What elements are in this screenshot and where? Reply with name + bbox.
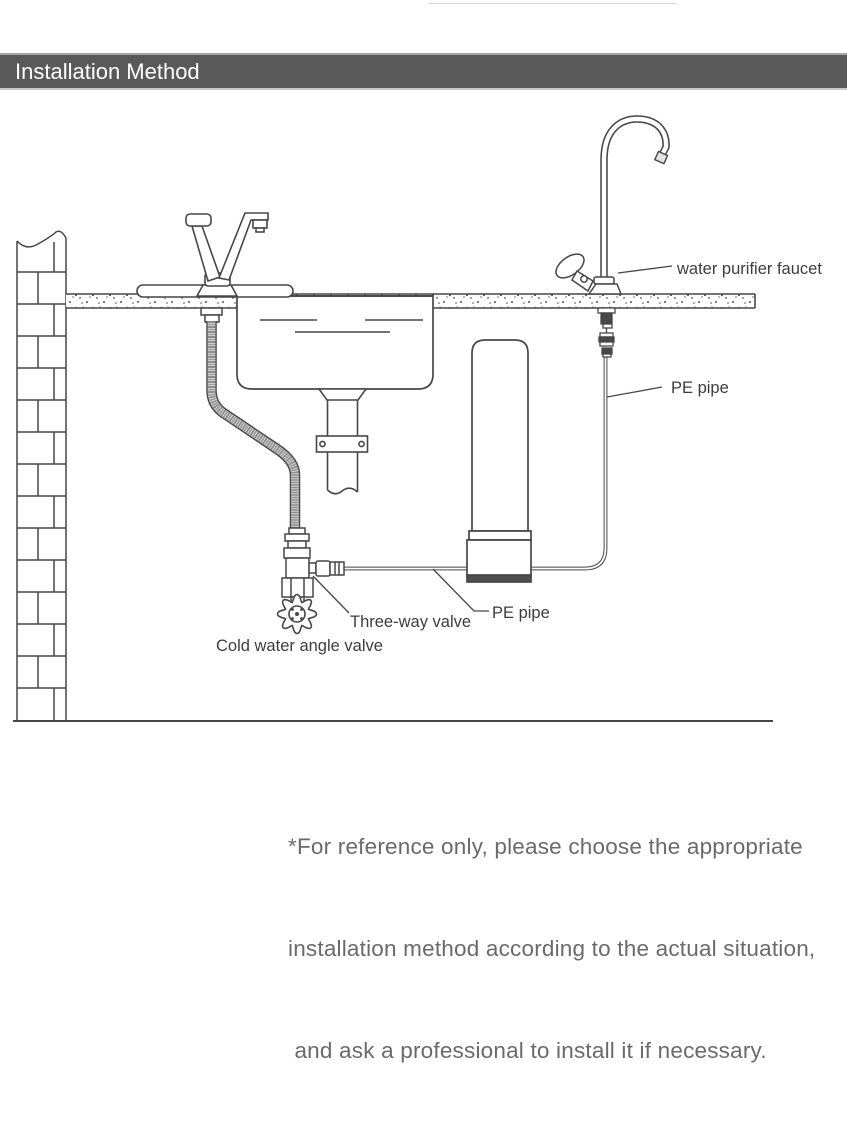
purifier-faucet-fittings: [598, 308, 615, 357]
filter-cylinder: [472, 340, 528, 531]
faucet-handle-stem: [192, 226, 220, 281]
label-cold-water-angle-valve: Cold water angle valve: [216, 637, 383, 655]
label-pe-pipe-lower: PE pipe: [492, 604, 550, 622]
purifier-faucet-base: [589, 284, 621, 294]
brick-wall: [17, 231, 66, 722]
leader-pe-pipe-upper: [607, 387, 662, 397]
sink-drain: [317, 389, 368, 494]
sink-basin: [237, 296, 433, 389]
section-title: Installation Method: [15, 59, 200, 84]
hose-shank-nut: [201, 308, 222, 322]
leader-three-way-valve: [313, 576, 349, 613]
leader-water-purifier-faucet: [618, 266, 672, 273]
note-line-3: and ask a professional to install it if necessary.: [288, 1038, 767, 1063]
brick-courses: [17, 242, 66, 722]
wall-torn-top-edge: [17, 231, 66, 247]
label-water-purifier-faucet: water purifier faucet: [677, 260, 822, 278]
faucet-handle-cap: [186, 214, 211, 226]
three-way-valve-body: [286, 558, 309, 578]
note-line-1: *For reference only, please choose the appropriate: [288, 834, 803, 859]
filter-base: [467, 540, 531, 577]
label-pe-pipe-upper: PE pipe: [671, 379, 729, 397]
note-line-2: installation method according to the actual situation,: [288, 936, 816, 961]
drain-pipe-break: [328, 488, 358, 494]
water-purifier-faucet: [552, 119, 668, 357]
label-three-way-valve: Three-way valve: [350, 613, 472, 631]
filter-base-band: [467, 575, 531, 582]
cold-water-angle-valve: [278, 595, 317, 634]
kitchen-faucet: [137, 213, 293, 297]
drain-collar: [317, 436, 368, 452]
reference-note: [288, 762, 815, 1136]
filter-cartridge: [467, 340, 531, 582]
three-way-valve-assembly: [282, 528, 344, 605]
faucet-spout-outlet: [253, 220, 267, 228]
drain-flange: [319, 389, 366, 400]
compression-nut: [330, 562, 344, 575]
filter-rim: [469, 531, 531, 540]
